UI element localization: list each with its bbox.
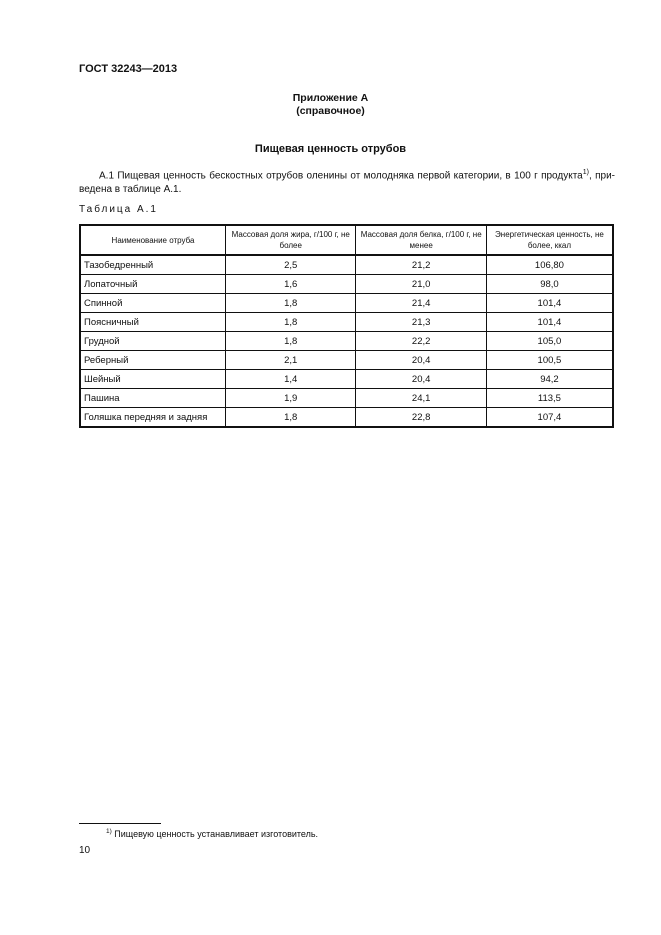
section-title: Пищевая ценность отрубов — [254, 143, 407, 155]
cell-energy: 107,4 — [486, 408, 613, 428]
cell-energy: 100,5 — [486, 351, 613, 370]
cell-energy: 101,4 — [486, 294, 613, 313]
cell-protein: 21,3 — [356, 313, 486, 332]
cell-energy: 105,0 — [486, 332, 613, 351]
table-row — [80, 294, 613, 313]
cell-energy: 113,5 — [486, 389, 613, 408]
cell-fat: 1,8 — [226, 332, 356, 351]
table-row — [80, 370, 613, 389]
table-row — [80, 313, 613, 332]
intro-paragraph — [79, 166, 615, 197]
cell-protein: 21,4 — [356, 294, 486, 313]
cell-cut-name: Тазобедренный — [80, 255, 226, 275]
cell-protein: 22,2 — [356, 332, 486, 351]
table-header-row — [80, 225, 613, 255]
cell-fat: 2,5 — [226, 255, 356, 275]
table-row — [80, 408, 613, 428]
cell-fat: 1,9 — [226, 389, 356, 408]
cell-cut-name: Спинной — [80, 294, 226, 313]
cell-protein: 21,2 — [356, 255, 486, 275]
table-row — [80, 255, 613, 275]
table-row — [80, 389, 613, 408]
table-caption: Таблица А.1 — [79, 204, 158, 215]
cell-fat: 1,8 — [226, 294, 356, 313]
nutrition-table — [79, 224, 614, 428]
cell-energy: 106,80 — [486, 255, 613, 275]
page-number: 10 — [79, 845, 91, 856]
footnote-reference[interactable]: 1) — [582, 169, 589, 176]
cell-protein: 24,1 — [356, 389, 486, 408]
cell-energy: 98,0 — [486, 275, 613, 294]
cell-cut-name: Голяшка передняя и задняя — [80, 408, 226, 428]
table-row — [80, 351, 613, 370]
footnote-text: Пищевую ценность устанавливает изготовитель. — [111, 829, 319, 839]
annex-status: (справочное) — [296, 105, 365, 117]
annex-title: Приложение А — [292, 92, 369, 104]
header-cut-name: Наименование отруба — [80, 225, 226, 255]
cell-fat: 1,8 — [226, 408, 356, 428]
document-number: ГОСТ 32243—2013 — [79, 63, 178, 75]
annex-heading — [0, 92, 661, 118]
table-row — [80, 332, 613, 351]
cell-fat: 1,4 — [226, 370, 356, 389]
cell-fat: 1,8 — [226, 313, 356, 332]
cell-protein: 21,0 — [356, 275, 486, 294]
header-energy: Энергетическая ценность, не более, ккал — [486, 225, 613, 255]
cell-energy: 101,4 — [486, 313, 613, 332]
cell-cut-name: Лопаточный — [80, 275, 226, 294]
table-row — [80, 275, 613, 294]
footnote — [106, 828, 318, 839]
cell-cut-name: Реберный — [80, 351, 226, 370]
cell-cut-name: Поясничный — [80, 313, 226, 332]
paragraph-tail: , при-ведена в таблице А.1. — [79, 170, 615, 196]
cell-energy: 94,2 — [486, 370, 613, 389]
cell-fat: 2,1 — [226, 351, 356, 370]
footnote-divider — [79, 823, 161, 824]
paragraph-text: А.1 Пищевая ценность бескостных отрубов оленины от молодняка первой категории, в 100 г продукта — [99, 170, 583, 182]
header-protein: Массовая доля белка, г/100 г, не менее — [356, 225, 486, 255]
cell-protein: 20,4 — [356, 351, 486, 370]
header-fat: Массовая доля жира, г/100 г, не более — [226, 225, 356, 255]
cell-cut-name: Пашина — [80, 389, 226, 408]
cell-protein: 20,4 — [356, 370, 486, 389]
cell-cut-name: Грудной — [80, 332, 226, 351]
cell-protein: 22,8 — [356, 408, 486, 428]
footnote-mark: 1) — [106, 828, 112, 835]
cell-cut-name: Шейный — [80, 370, 226, 389]
cell-fat: 1,6 — [226, 275, 356, 294]
